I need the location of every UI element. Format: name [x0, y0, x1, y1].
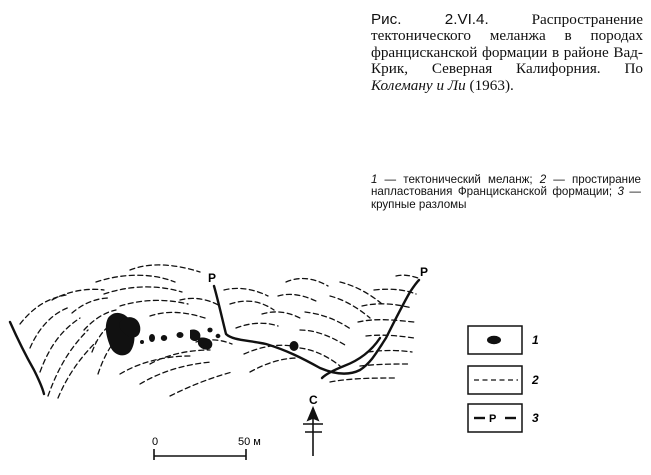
melange-symbol-icon — [487, 336, 501, 344]
north-arrow-icon — [303, 408, 323, 456]
figure-number: Рис. 2.VI.4. — [371, 11, 489, 28]
scale-end-label: 50 м — [238, 436, 261, 448]
north-label: С — [309, 393, 318, 407]
caption-source-authors: Колеману и Ли — [371, 76, 466, 94]
caption-source-year: (1963). — [469, 76, 514, 94]
scale-bar — [154, 449, 246, 460]
legend-text-1: — тектонический меланж; — [377, 173, 540, 186]
legend-fault-letter: P — [489, 413, 497, 425]
melange-bodies — [106, 313, 299, 355]
legend — [468, 326, 539, 432]
legend-text-num-1: 1 — [371, 173, 378, 186]
legend-text-3: — крупные разломы — [371, 185, 641, 211]
legend-item-melange — [468, 326, 539, 354]
scale-start-label: 0 — [152, 436, 159, 448]
bedding-strike-lines — [20, 265, 418, 398]
caption-text: Распространение тектонического меланжа в породах францисканской формации в районе Вад-Крик, Северная Калифорния. — [371, 11, 643, 78]
legend-num-1: 1 — [532, 333, 539, 347]
legend-num-2: 2 — [532, 373, 539, 387]
legend-text-num-2: 2 — [539, 173, 547, 186]
legend-item-fault — [468, 404, 539, 432]
major-faults — [10, 280, 419, 394]
fault-label-left: P — [208, 271, 217, 285]
legend-text-num-3: 3 — [617, 185, 624, 199]
legend-item-bedding — [468, 366, 539, 394]
legend-num-3: 3 — [532, 411, 539, 425]
fault-main — [214, 280, 419, 374]
fault-label-right: P — [420, 265, 429, 279]
legend-text-2: — простирание напластования Францисканской формации; — [371, 173, 641, 199]
caption-source-prefix: По — [624, 60, 644, 78]
